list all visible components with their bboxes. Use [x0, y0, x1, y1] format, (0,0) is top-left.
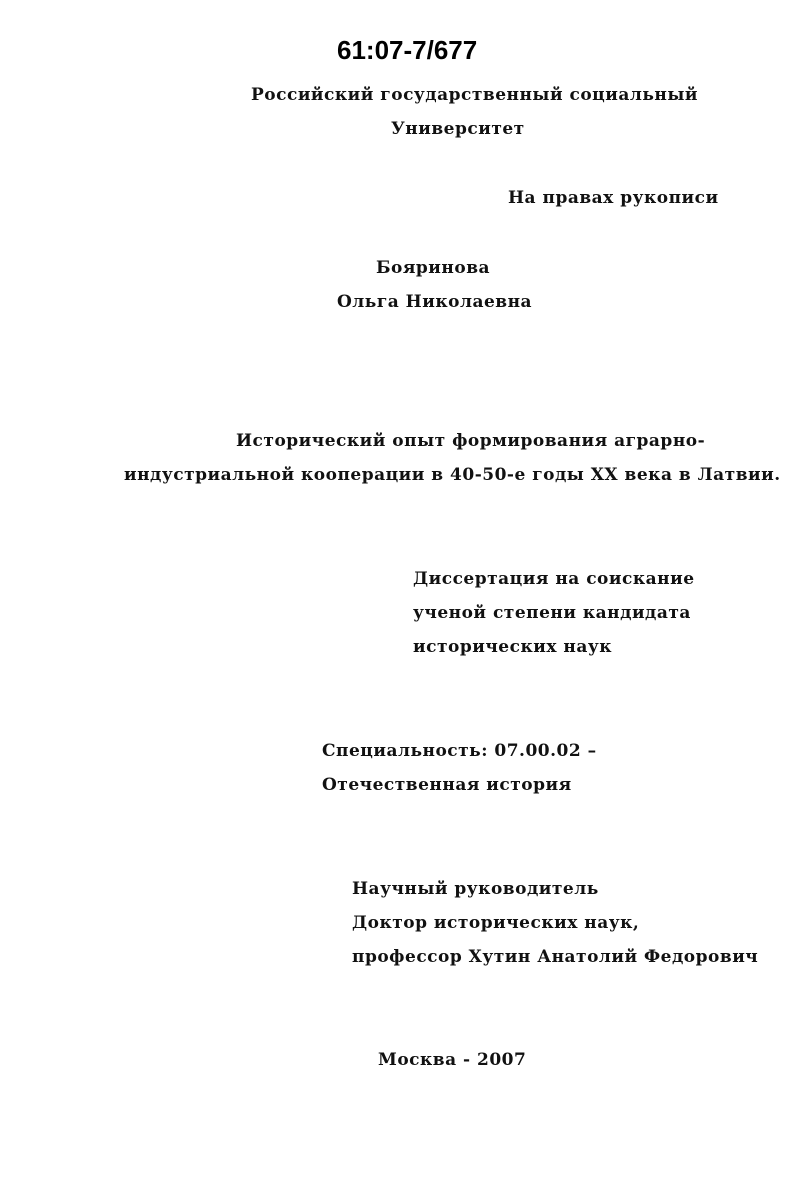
- supervisor-line-2: Доктор исторических наук,: [352, 913, 640, 933]
- author-surname: Бояринова: [376, 258, 491, 278]
- university-line-2: Университет: [391, 119, 525, 139]
- university-line-1: Российский государственный социальный: [251, 85, 698, 105]
- dissertation-title-line-2: индустриальной кооперации в 40-50-е годы XX века в Латвии.: [124, 465, 781, 485]
- dissertation-title-line-1: Исторический опыт формирования аграрно-: [236, 431, 706, 451]
- specialty-line-2: Отечественная история: [322, 775, 572, 795]
- degree-line-1: Диссертация на соискание: [413, 569, 695, 589]
- manuscript-notice: На правах рукописи: [508, 188, 719, 208]
- supervisor-line-1: Научный руководитель: [352, 879, 599, 899]
- place-and-year: Москва - 2007: [378, 1050, 527, 1070]
- specialty-line-1: Специальность: 07.00.02 –: [322, 741, 597, 761]
- degree-line-3: исторических наук: [413, 637, 612, 657]
- author-given-names: Ольга Николаевна: [337, 292, 533, 312]
- degree-line-2: ученой степени кандидата: [413, 603, 691, 623]
- catalog-code: 61:07-7/677: [337, 35, 478, 65]
- supervisor-line-3: профессор Хутин Анатолий Федорович: [352, 947, 759, 967]
